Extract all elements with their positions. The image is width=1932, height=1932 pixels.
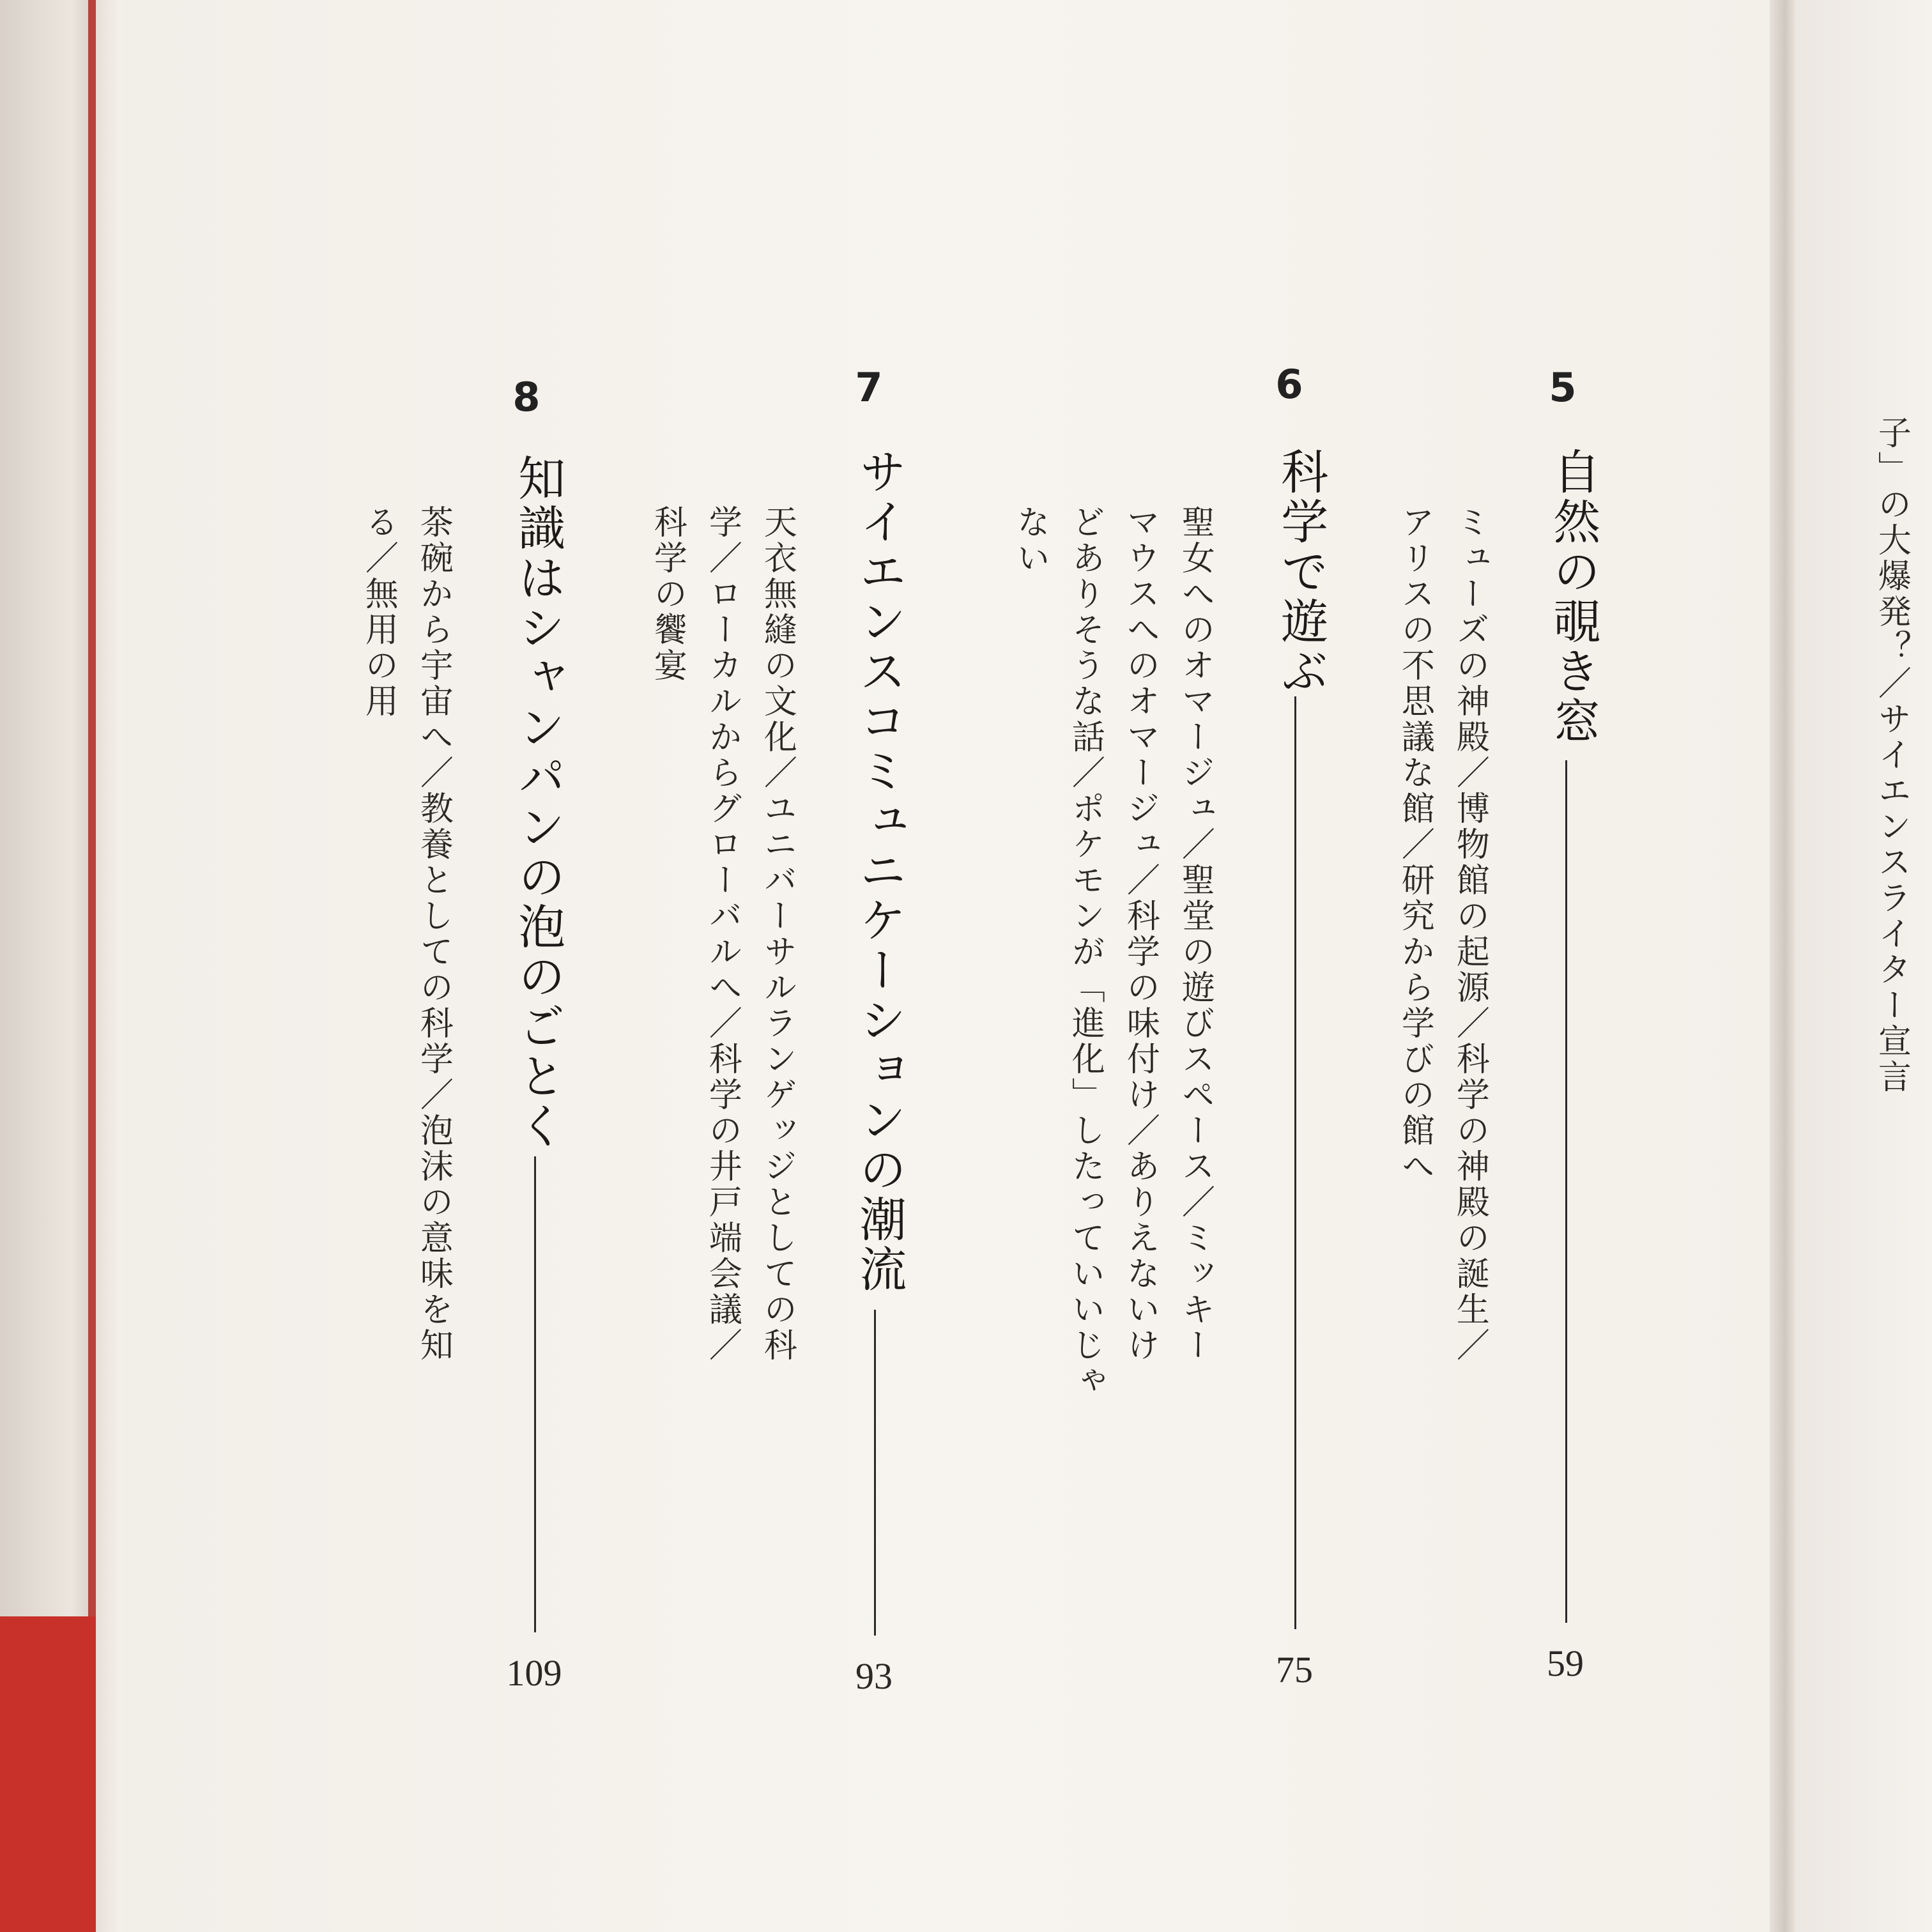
chapter-subtopics-line: る／無用の用 <box>359 505 398 719</box>
page-edge-left <box>96 0 121 1932</box>
chapter-subtopics-line: 聖女へのオマージュ／聖堂の遊びスペース／ミッキー <box>1176 505 1215 1363</box>
chapter-number: 5 <box>1549 364 1577 411</box>
chapter-subtopics-line: ない <box>1011 505 1050 576</box>
page-number: 109 <box>506 1652 562 1694</box>
leader-line <box>1565 760 1567 1623</box>
red-cover-corner <box>0 1616 96 1932</box>
chapter-subtopics-line: 科学の饗宴 <box>648 505 687 684</box>
chapter-number: 6 <box>1275 361 1303 408</box>
page-number: 59 <box>1547 1643 1584 1684</box>
page-number: 75 <box>1276 1649 1313 1690</box>
facing-page <box>1795 0 1932 1932</box>
leader-line <box>874 1310 876 1636</box>
facing-page-line: 子」の大爆発？／サイエンスライター宣言 <box>1872 415 1911 1095</box>
chapter-subtopics-line: 茶碗から宇宙へ／教養としての科学／泡沫の意味を知 <box>414 505 453 1363</box>
chapter-number: 8 <box>512 374 540 420</box>
chapter-title: 科学で遊ぶ <box>1273 447 1329 696</box>
chapter-subtopics-line: アリスの不思議な館／研究から学びの館へ <box>1395 505 1434 1184</box>
page-number: 93 <box>855 1655 893 1697</box>
chapter-subtopics-line: マウスへのオマージュ／科学の味付け／ありえないけ <box>1121 505 1160 1363</box>
leader-line <box>1294 696 1296 1629</box>
leader-line <box>534 1156 536 1632</box>
book-gutter <box>1770 0 1795 1932</box>
chapter-subtopics-line: 学／ローカルからグローバルへ／科学の井戸端会議／ <box>703 505 742 1363</box>
chapter-subtopics-line: ミューズの神殿／博物館の起源／科学の神殿の誕生／ <box>1450 505 1489 1363</box>
chapter-subtopics-line: どありそうな話／ポケモンが「進化」したっていいじゃ <box>1066 505 1105 1399</box>
chapter-title: サイエンスコミュニケーションの潮流 <box>852 447 907 1294</box>
chapter-title: 自然の覗き窓 <box>1545 447 1601 746</box>
chapter-title: 知識はシャンパンの泡のごとく <box>510 454 566 1151</box>
chapter-number: 7 <box>855 364 883 411</box>
chapter-subtopics-line: 天衣無縫の文化／ユニバーサルランゲッジとしての科 <box>758 505 797 1363</box>
toc-page <box>121 0 1770 1932</box>
